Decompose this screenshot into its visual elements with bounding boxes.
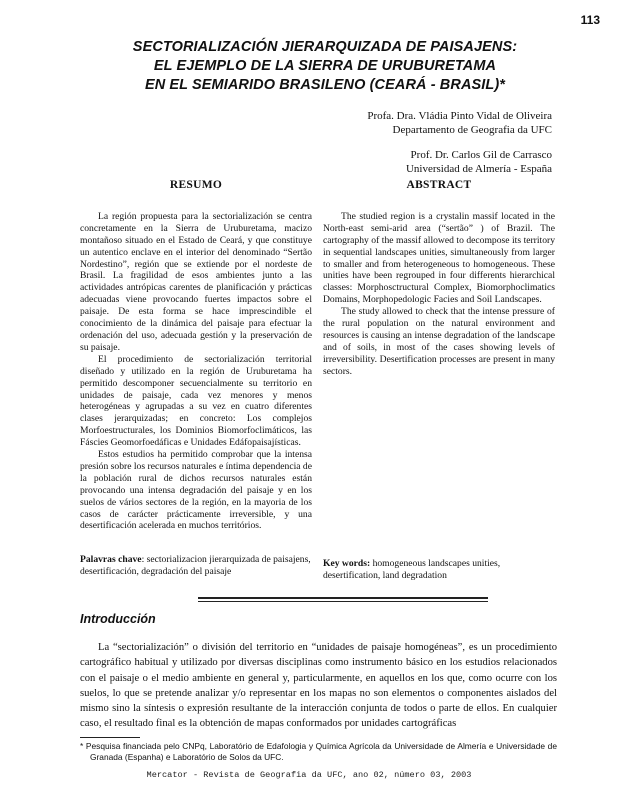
resumo-heading: RESUMO — [169, 179, 223, 191]
footnote-text: * Pesquisa financiada pelo CNPq, Laboratório de Edafologia y Química Agrícola da Universidade de Almería e Universidade de Granada (Espanha) e Laboratório de Solos da UFC. — [80, 741, 557, 762]
title-line: SECTORIALIZACIÓN JIERARQUIZADA DE PAISAJENS: — [132, 39, 518, 55]
author-entry — [367, 148, 552, 176]
section-divider — [198, 597, 488, 602]
divider-rule — [198, 601, 488, 602]
author-entry — [367, 109, 552, 137]
keywords-text: homogeneous landscapes unities, desertification, land degradation — [323, 558, 501, 581]
running-footer: Mercator - Revista de Geografia da UFC, ano 02, número 03, 2003 — [146, 770, 472, 780]
abstract-column — [323, 180, 555, 378]
footnote-rule — [80, 737, 140, 738]
author-name: Prof. Dr. Carlos Gil de Carrasco — [410, 149, 552, 161]
keywords-label: Palavras chave — [80, 554, 142, 565]
title-line: EN EL SEMIARIDO BRASILENO (CEARÁ - BRASIL)* — [144, 77, 506, 93]
title-line: EL EJEMPLO DE LA SIERRA DE URUBURETAMA — [153, 58, 497, 74]
abstract-paragraph: The study allowed to check that the intense pressure of the rural population on the natural environment and resources is causing an intense degradation of the landscape and of soils, in most of the cases showing levels of irreversibility. Desertification processes are present in many sectors. — [323, 306, 555, 377]
keywords-text: : sectorializacion jierarquizada de paisajens, desertificación, degradación del paisaje — [80, 554, 311, 577]
abstract-keywords — [323, 558, 557, 582]
abstract-heading: ABSTRACT — [406, 179, 472, 191]
keywords-label: Key words: — [323, 558, 371, 569]
resumo-paragraph: El procedimiento de sectorialización territorial diseñado y utilizado en la región de Uruburetama ha permitido descomponer secuencialmente su territorio en unidades de paisaje, cada vez menores y menos heterogéneas y agrupadas a su vez en cuatro diferentes clases jerarquizadas; en concreto: Los complejos Morfoestructurales, los Dominios Biomorfoclimáticos, las Fáscies Geomorfoedáficas e Unidades Edáfopaisajísticas. — [80, 353, 312, 449]
article-title — [90, 38, 560, 95]
author-affiliation: Universidad de Almería - España — [405, 163, 552, 175]
page-number: 113 — [580, 13, 600, 27]
introduction-body — [80, 640, 557, 732]
abstract-paragraph: The studied region is a crystalin massif located in the North-east semi-arid area (“sertão” ) of Brazil. The cartography of the massif allowed to decompose its territory in sequential landscapes unities, simultaneously from larger to smaller and from heterogeneous to homogeneous. These unities have been regrouped in four differents hierarchical classes: Morphosctructural Complex, Biomorphoclimatics Domains, Morphopedologic Facies and Soil Landscapes. — [323, 210, 555, 306]
author-list — [367, 109, 552, 187]
resumo-column — [80, 180, 312, 532]
resumo-paragraph: La región propuesta para la sectorialización se centra concretamente en la Sierra de Uruburetama, macizo montañoso situado en el Estado de Ceará, y que constituye un autentico enclave en el interior del denominado “Sertão Nordestino”, región que se extiende por el nordeste de Brasil. La fragilidad de esos ambientes junto a las actividades antrópicas carentes de planificación y prácticas adecuadas viene provocando fuertes impactos sobre el paisaje. De esta forma se hace imprescindible el conocimiento de la dinámica del paisaje para efectuar la ordenación del uso, adecuada gestión y la preservación de su paisaje. — [80, 210, 312, 353]
author-name: Profa. Dra. Vládia Pinto Vidal de Oliveira — [367, 110, 552, 122]
footnote — [80, 741, 557, 762]
author-affiliation: Departamento de Geografia da UFC — [392, 124, 552, 136]
introduction-paragraph: La “sectorialización” o división del territorio en “unidades de paisaje homogéneas”, es un procedimiento cartográfico habitual y utilizado por diversas disciplinas como instrumento básico en los estudios relacionados con el paisaje o el medio ambiente en general y, particularmente, en aquellos en los que, como ocurre con los suelos, lo que se pretende analizar y/o representar en los mapas no son elementos o componentes aislados del mismo sino la síntesis o expresión resultante de la interacción conjunta de todos o parte de ellos. En cualquier caso, el resultado final es la obtención de mapas conformados por unidades cartográficas — [80, 642, 557, 730]
section-heading: Introducción — [80, 612, 156, 626]
resumo-keywords — [80, 554, 314, 578]
resumo-paragraph: Estos estudios ha permitido comprobar que la intensa presión sobre los recursos naturales e íntima dependencia de la población rural de dichos recursos naturales están provocando una intensa degradación del paisaje y en los suelos de vários sectores de la región, en la mayoria de los casos de carácter prácticamente irreversible, y una desertificación acelerada en muchos territórios. — [80, 449, 312, 532]
divider-rule — [198, 597, 488, 599]
